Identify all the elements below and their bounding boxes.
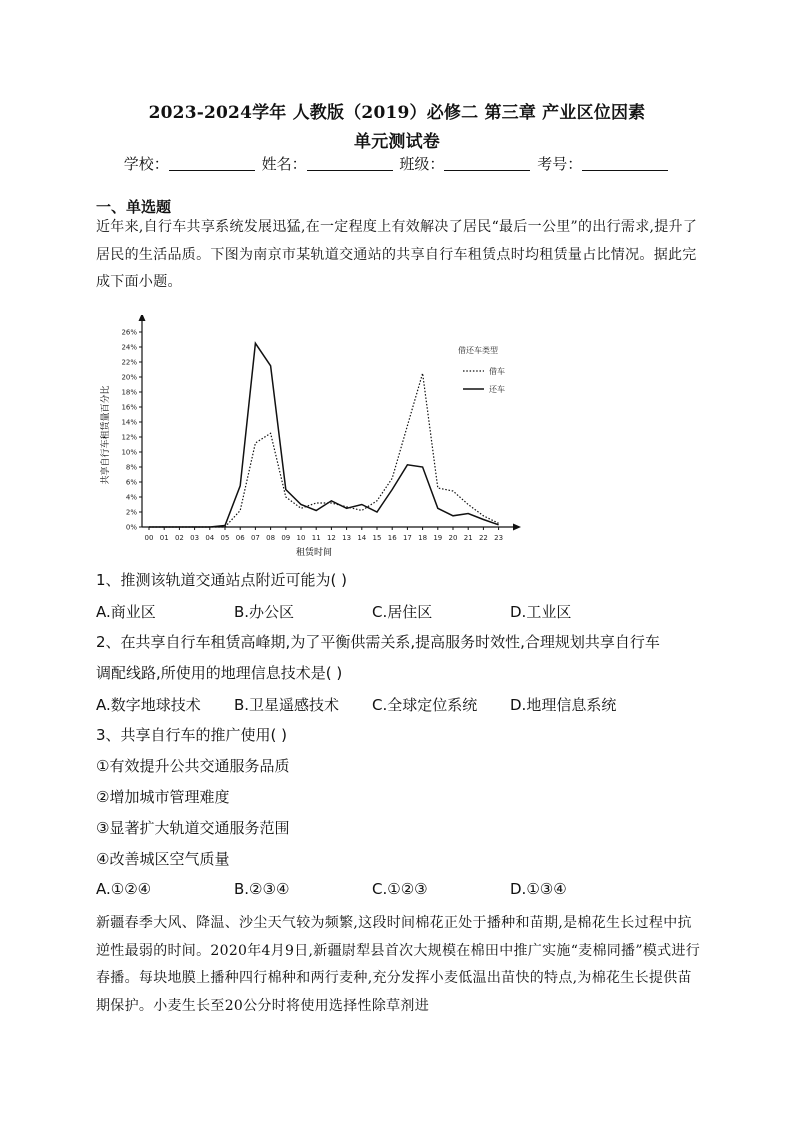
y-tick-label: 2% — [125, 508, 137, 517]
x-tick-label: 07 — [250, 534, 260, 542]
x-tick-label: 13 — [342, 534, 352, 542]
y-tick-label: 0% — [125, 523, 137, 532]
y-tick-label: 24% — [121, 343, 137, 352]
question-2-options — [96, 694, 706, 714]
passage-1: 近年来,自行车共享系统发展迅猛,在一定程度上有效解决了居民“最后一公里”的出行需求,提升了居民的生活品质。下图为南京市某轨道交通站的共享自行车租赁点时均租赁量占比情况。据此完成下面小题。 — [96, 219, 698, 290]
exam-number-label: 考号： — [537, 155, 583, 173]
student-info-line — [0, 153, 794, 174]
q3-option-d[interactable]: D.①③④ — [510, 880, 567, 898]
q3-option-b[interactable]: B.②③④ — [234, 880, 290, 898]
q1-option-d[interactable]: D.工业区 — [510, 603, 572, 621]
chart-legend — [458, 345, 505, 394]
y-tick-label: 4% — [125, 493, 137, 502]
y-tick-label: 22% — [121, 358, 137, 367]
x-tick-label: 09 — [281, 534, 291, 542]
y-tick-label: 26% — [121, 328, 137, 337]
y-tick-label: 18% — [121, 388, 137, 397]
y-tick-label: 6% — [125, 478, 137, 487]
section-title: 一、单选题 — [96, 198, 172, 216]
x-tick-label: 00 — [144, 534, 154, 542]
q1-option-b[interactable]: B.办公区 — [234, 603, 295, 621]
y-tick-label: 8% — [125, 463, 137, 472]
x-tick-label: 18 — [418, 534, 428, 542]
y-tick-label: 12% — [121, 433, 137, 442]
y-tick-label: 14% — [121, 418, 137, 427]
legend-label: 还车 — [489, 385, 505, 394]
chart-x-ticks — [145, 527, 504, 542]
q3-statement-3: ③显著扩大轨道交通服务范围 — [96, 819, 290, 837]
x-tick-label: 05 — [220, 534, 230, 542]
x-tick-label: 04 — [205, 534, 215, 542]
x-tick-label: 15 — [372, 534, 382, 542]
q2-option-a[interactable]: A.数字地球技术 — [96, 696, 201, 714]
question-3-options — [96, 880, 706, 900]
x-tick-label: 17 — [402, 534, 412, 542]
exam-number-blank[interactable] — [582, 156, 668, 171]
x-tick-label: 01 — [159, 534, 169, 542]
question-2-stem-line1: 2、在共享自行车租赁高峰期,为了平衡供需关系,提高服务时效性,合理规划共享自行车 — [96, 633, 660, 651]
chart-y-axis-label: 共享自行车租赁量百分比 — [101, 385, 111, 485]
x-tick-label: 06 — [235, 534, 245, 542]
q3-statement-2: ②增加城市管理难度 — [96, 788, 230, 806]
school-label: 学校： — [123, 155, 169, 173]
x-tick-label: 19 — [433, 534, 443, 542]
chart-series — [149, 343, 499, 527]
q3-statement-1: ①有效提升公共交通服务品质 — [96, 757, 290, 775]
y-tick-label: 10% — [121, 448, 137, 457]
x-tick-label: 08 — [266, 534, 276, 542]
series-line-borrow — [149, 373, 499, 527]
question-3-stem: 3、共享自行车的推广使用( ) — [96, 726, 288, 744]
x-tick-label: 11 — [311, 534, 321, 542]
question-2-stem-line2: 调配线路,所使用的地理信息技术是( ) — [96, 664, 343, 682]
y-tick-label: 20% — [121, 373, 137, 382]
y-axis-arrow — [139, 315, 146, 321]
x-tick-label: 16 — [387, 534, 397, 542]
question-1-stem: 1、推测该轨道交通站点附近可能为( ) — [96, 571, 348, 589]
q1-option-a[interactable]: A.商业区 — [96, 603, 156, 621]
x-tick-label: 23 — [494, 534, 504, 542]
bike-rental-chart — [96, 315, 526, 565]
x-tick-label: 20 — [448, 534, 458, 542]
x-axis-arrow — [513, 524, 521, 531]
q2-option-c[interactable]: C.全球定位系统 — [372, 696, 478, 714]
q3-option-a[interactable]: A.①②④ — [96, 880, 152, 898]
class-label: 班级： — [399, 155, 445, 173]
series-line-return — [149, 343, 499, 527]
school-blank[interactable] — [169, 156, 255, 171]
name-label: 姓名： — [261, 155, 307, 173]
y-tick-label: 16% — [121, 403, 137, 412]
x-tick-label: 10 — [296, 534, 306, 542]
q3-statement-4: ④改善城区空气质量 — [96, 850, 230, 868]
x-tick-label: 14 — [357, 534, 367, 542]
x-tick-label: 03 — [190, 534, 200, 542]
legend-title: 借还车类型 — [458, 346, 498, 355]
x-tick-label: 21 — [463, 534, 473, 542]
passage-2: 新疆春季大风、降温、沙尘天气较为频繁,这段时间棉花正处于播种和苗期,是棉花生长过程中抗逆性最弱的时间。2020年4月9日,新疆尉犁县首次大规模在棉田中推广实施“麦棉同播”模式进行春播。每块地膜上播种四行棉种和两行麦种,充分发挥小麦低温出苗快的特点,为棉花生长提供苗期保护。小麦生长至20公分时将使用选择性除草剂进 — [96, 915, 701, 1014]
q2-option-d[interactable]: D.地理信息系统 — [510, 696, 617, 714]
chart-x-axis-label: 租赁时间 — [295, 548, 333, 558]
legend-label: 借车 — [489, 367, 505, 376]
x-tick-label: 02 — [174, 534, 184, 542]
exam-title: 2023-2024学年 人教版（2019）必修二 第三章 产业区位因素 — [148, 103, 646, 123]
q1-option-c[interactable]: C.居住区 — [372, 603, 433, 621]
exam-subtitle: 单元测试卷 — [354, 132, 440, 152]
chart-y-ticks — [121, 329, 142, 532]
name-blank[interactable] — [307, 156, 393, 171]
x-tick-label: 12 — [326, 534, 336, 542]
x-tick-label: 22 — [478, 534, 488, 542]
question-1-options — [96, 601, 706, 621]
class-blank[interactable] — [444, 156, 530, 171]
q2-option-b[interactable]: B.卫星遥感技术 — [234, 696, 340, 714]
q3-option-c[interactable]: C.①②③ — [372, 880, 428, 898]
